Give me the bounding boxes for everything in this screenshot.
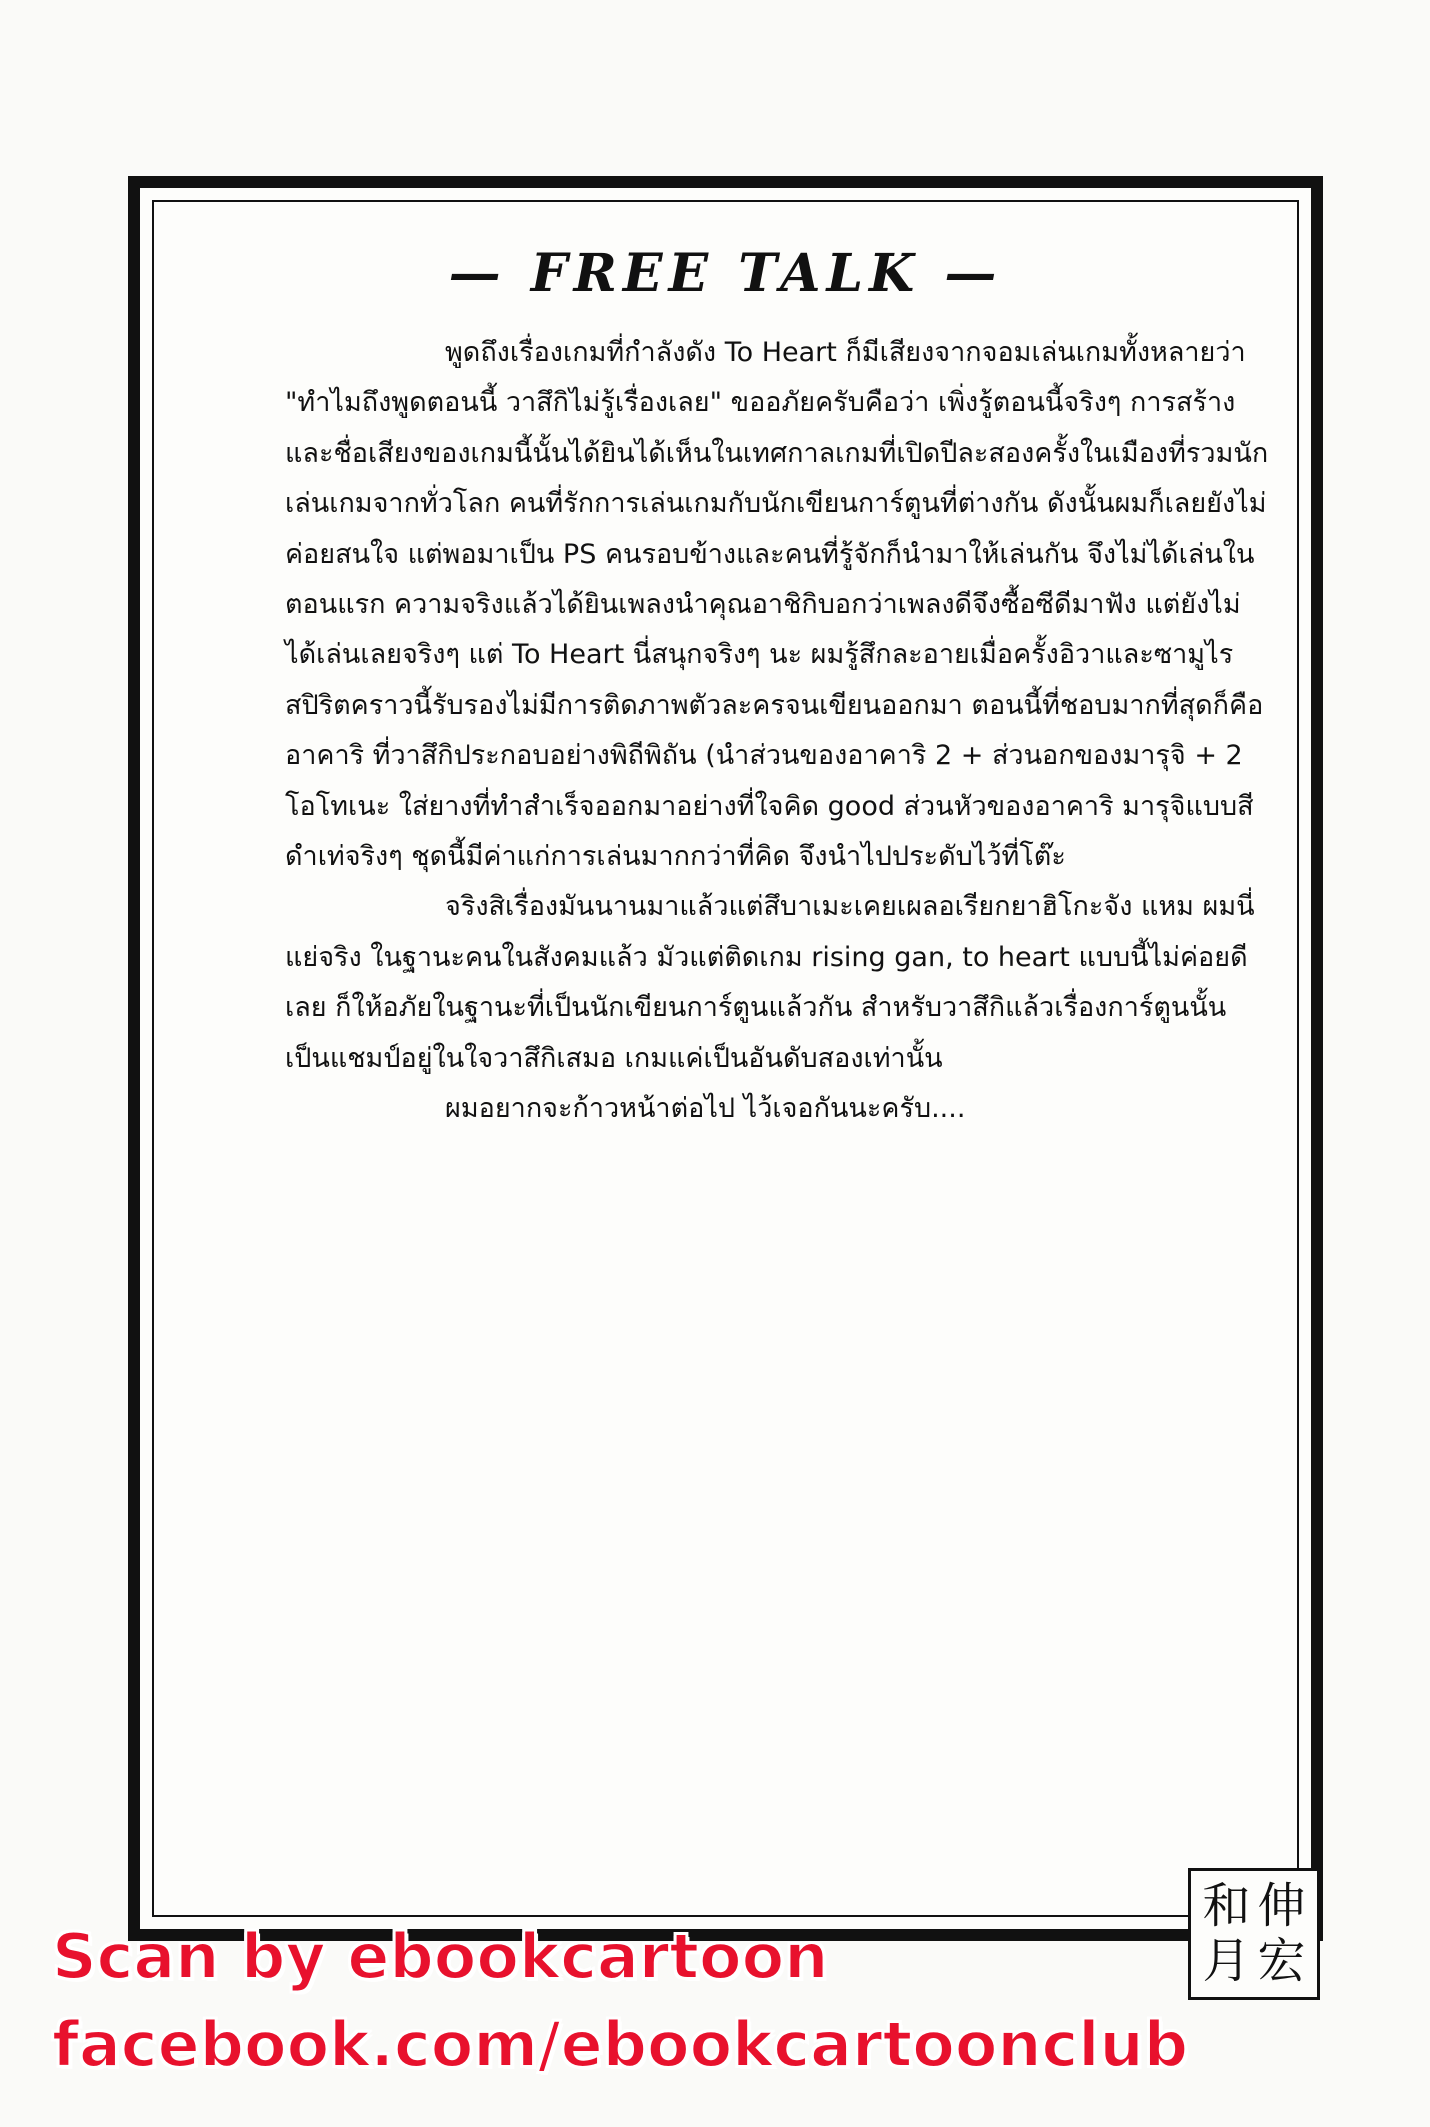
facebook-url-watermark: facebook.com/ebookcartoonclub: [52, 2008, 1189, 2081]
article-body: [285, 328, 1270, 1135]
author-seal: [1188, 1868, 1320, 2000]
paragraph-3: ผมอยากจะก้าวหน้าต่อไป ไว้เจอกันนะครับ....: [445, 1093, 966, 1125]
seal-char: 宏: [1257, 1933, 1306, 1989]
seal-char: 月: [1202, 1933, 1251, 1989]
seal-char: 和: [1202, 1878, 1251, 1934]
seal-char: 伸: [1257, 1878, 1306, 1934]
paragraph-2: จริงสิเรื่องมันนานมาแล้วแต่สึบาเมะเคยเผลอเรียกยาฮิโกะจัง แหม ผมนี่แย่จริง ในฐานะคนในสังคมแล้ว มัวแต่ติดเกม rising gan, to heart แบบนี้ไม่ค่อยดีเลย ก็ให้อภัยในฐานะที่เป็นนักเขียนการ์ตูนแล้วกัน สำหรับวาสึกิแล้วเรื่องการ์ตูนนั้นเป็นแชมป์อยู่ในใจวาสึกิเสมอ เกมแค่เป็นอันดับสองเท่านั้น: [285, 891, 1255, 1074]
page-title: — FREE TALK —: [448, 243, 1003, 304]
paragraph-1: พูดถึงเรื่องเกมที่กำลังดัง To Heart ก็มีเสียงจากจอมเล่นเกมทั้งหลายว่า "ทำไมถึงพูดตอนนี้ วาสึกิไม่รู้เรื่องเลย" ขออภัยครับคือว่า เพิ่งรู้ตอนนี้จริงๆ การสร้างและชื่อเสียงของเกมนี้นั้นได้ยินได้เห็นในเทศกาลเกมที่เปิดปีละสองครั้งในเมืองที่รวมนักเล่นเกมจากทั่วโลก คนที่รักการเล่นเกมกับนักเขียนการ์ตูนที่ต่างกัน ดังนั้นผมก็เลยยังไม่ค่อยสนใจ แต่พอมาเป็น PS คนรอบข้างและคนที่รู้จักก็นำมาให้เล่นกัน จึงไม่ได้เล่นในตอนแรก ความจริงแล้วได้ยินเพลงนำคุณอาชิกิบอกว่าเพลงดีจึงซื้อซีดีมาฟัง แต่ยังไม่ได้เล่นเลยจริงๆ แต่ To Heart นี่สนุกจริงๆ นะ ผมรู้สึกละอายเมื่อครั้งอิวาและซามูไรสปิริตคราวนี้รับรองไม่มีการติดภาพตัวละครจนเขียนออกมา ตอนนี้ที่ชอบมากที่สุดก็คืออาคาริ ที่วาสึกิประกอบอย่างพิถีพิถัน (นำส่วนของอาคาริ 2 + ส่วนอกของมารุจิ + 2 โอโทเนะ ใส่ยางที่ทำสำเร็จออกมาอย่างที่ใจคิด good ส่วนหัวของอาคาริ มารุจิแบบสีดำเท่จริงๆ ชุดนี้มีค่าแก่การเล่นมากกว่าที่คิด จึงนำไปประดับไว้ที่โต๊ะ: [285, 337, 1269, 873]
scan-credit-watermark: Scan by ebookcartoon: [52, 1920, 829, 1993]
